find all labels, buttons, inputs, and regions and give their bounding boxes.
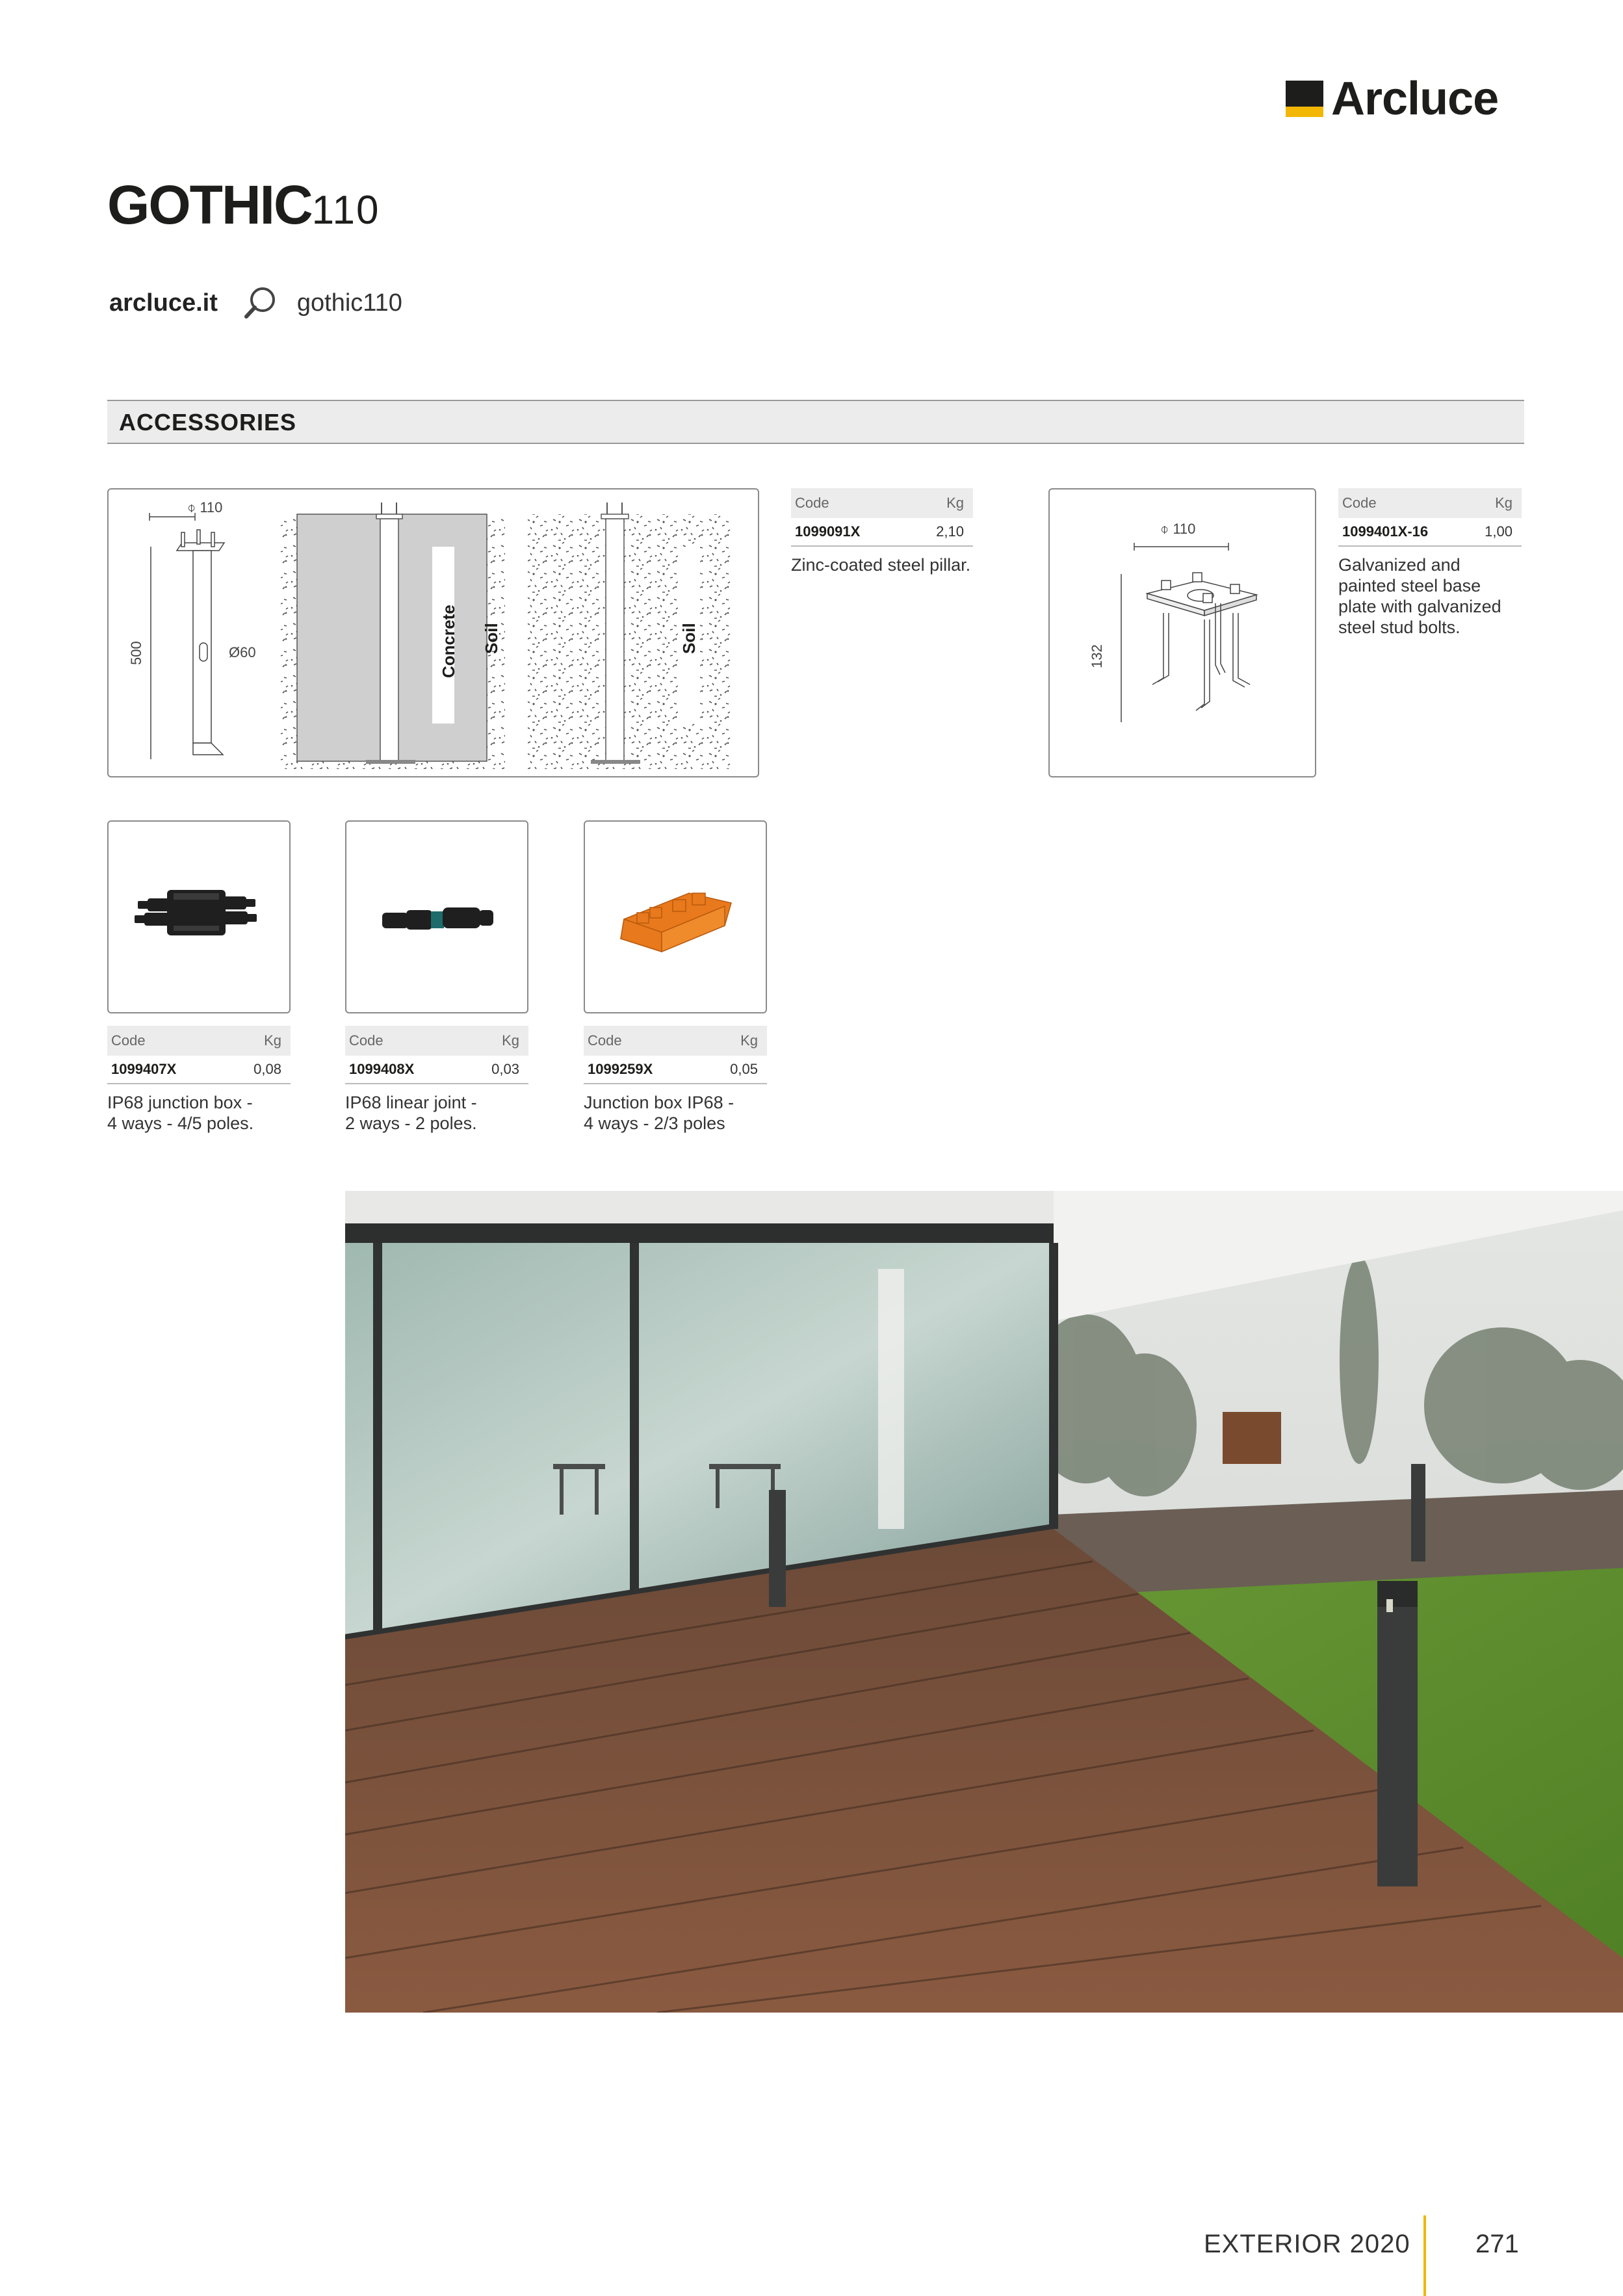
ambient-photo bbox=[345, 1191, 1623, 2013]
product-code: 1099401X-16 bbox=[1342, 523, 1429, 540]
spec-header: Code Kg bbox=[107, 1026, 291, 1056]
website-search-hint bbox=[109, 283, 402, 322]
product-code: 1099259X bbox=[588, 1061, 653, 1077]
product-weight: 0,03 bbox=[491, 1061, 519, 1077]
spec-row bbox=[345, 1056, 528, 1084]
base-plate-diagram bbox=[1048, 488, 1316, 777]
junction-box-orange-image bbox=[585, 822, 767, 1013]
spec-row bbox=[791, 518, 973, 547]
pillar-drawing bbox=[109, 489, 759, 777]
junction-box-black-image bbox=[109, 822, 291, 1013]
section-header bbox=[107, 400, 1524, 444]
search-keyword: gothic110 bbox=[296, 289, 402, 317]
product-description: Galvanized and painted steel base plate with galvanized steel stud bolts. bbox=[1338, 555, 1501, 637]
product-title-bold: GOTHIC bbox=[107, 174, 312, 235]
spec-table-junction-box-ip68 bbox=[584, 1026, 767, 1134]
spec-header: Code Kg bbox=[791, 488, 973, 518]
website-link[interactable]: arcluce.it bbox=[109, 289, 218, 317]
spec-table-base-plate bbox=[1338, 488, 1522, 638]
product-weight: 2,10 bbox=[936, 523, 964, 540]
soil-label-1: Soil bbox=[482, 623, 501, 654]
product-code: 1099408X bbox=[349, 1061, 415, 1077]
spec-header: Code Kg bbox=[345, 1026, 528, 1056]
brand-name: Arcluce bbox=[1331, 73, 1499, 125]
section-title: ACCESSORIES bbox=[119, 409, 297, 436]
plate-width-label: ⌽ 110 bbox=[1160, 521, 1196, 537]
linear-joint-image bbox=[345, 820, 528, 1013]
product-title bbox=[107, 172, 380, 243]
spec-row bbox=[1338, 518, 1522, 547]
soil-label-2: Soil bbox=[679, 623, 699, 654]
spec-table-junction-box bbox=[107, 1026, 291, 1134]
brand-logo bbox=[1286, 73, 1498, 125]
pillar-hole-label: Ø60 bbox=[229, 644, 256, 660]
product-weight: 1,00 bbox=[1485, 523, 1513, 540]
product-description: IP68 junction box - 4 ways - 4/5 poles. bbox=[107, 1093, 254, 1133]
spec-table-linear-joint bbox=[345, 1026, 528, 1134]
concrete-label: Concrete bbox=[439, 605, 458, 678]
brand-mark-icon bbox=[1286, 81, 1323, 117]
pillar-diagram bbox=[107, 488, 759, 777]
catalogue-name: EXTERIOR 2020 bbox=[1204, 2230, 1410, 2258]
product-weight: 0,05 bbox=[730, 1061, 758, 1077]
junction-box-4-ways-image bbox=[107, 820, 291, 1013]
magnifier-icon bbox=[241, 284, 279, 322]
footer-divider bbox=[1423, 2215, 1426, 2296]
junction-box-ip68-image bbox=[584, 820, 767, 1013]
spec-row bbox=[107, 1056, 291, 1084]
spec-row bbox=[584, 1056, 767, 1084]
terrace-scene-image bbox=[345, 1191, 1623, 2013]
base-plate-drawing bbox=[1050, 489, 1316, 777]
product-code: 1099407X bbox=[111, 1061, 177, 1077]
spec-header: Code Kg bbox=[584, 1026, 767, 1056]
spec-table-pillar bbox=[791, 488, 973, 575]
spec-header: Code Kg bbox=[1338, 488, 1522, 518]
pillar-width-label: ⌽ 110 bbox=[187, 499, 223, 515]
linear-joint-black-image bbox=[346, 822, 528, 1013]
product-weight: 0,08 bbox=[253, 1061, 281, 1077]
product-title-size: 110 bbox=[311, 188, 380, 233]
product-description: Zinc-coated steel pillar. bbox=[791, 555, 971, 575]
product-description: IP68 linear joint - 2 ways - 2 poles. bbox=[345, 1093, 477, 1133]
product-code: 1099091X bbox=[795, 523, 861, 540]
page-number: 271 bbox=[1475, 2230, 1519, 2258]
plate-height-label: 132 bbox=[1089, 644, 1105, 668]
pillar-height-label: 500 bbox=[128, 641, 144, 665]
product-description: Junction box IP68 - 4 ways - 2/3 poles bbox=[584, 1093, 734, 1133]
